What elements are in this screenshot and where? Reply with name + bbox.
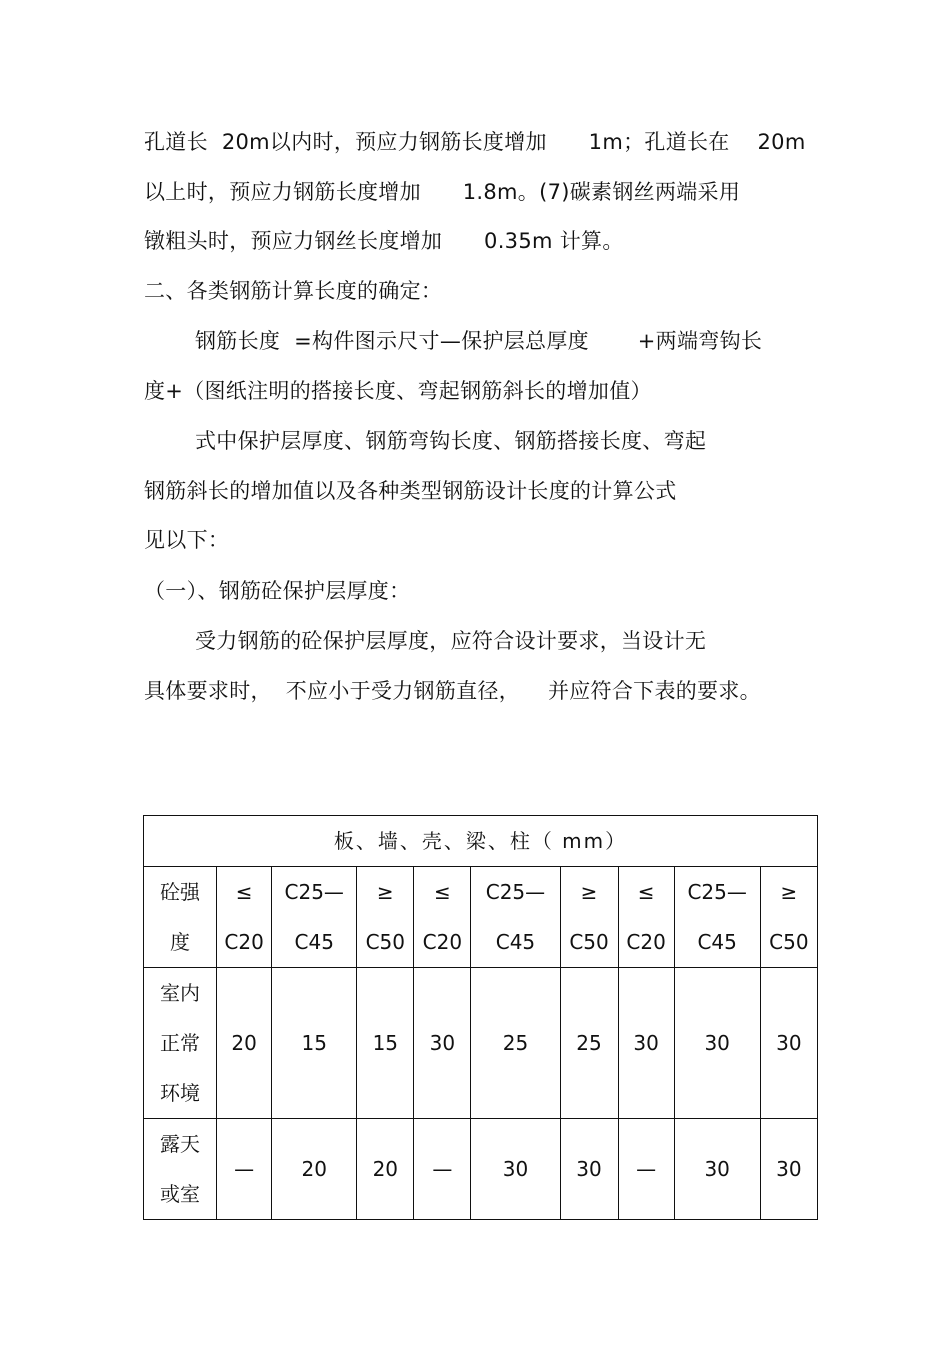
- table-cell: 30: [760, 968, 817, 1119]
- paragraph-line: 以上时，预应力钢筋长度增加 1.8m。(7)碳素钢丝两端采用: [144, 180, 741, 204]
- grade-header-row: [144, 867, 818, 968]
- paragraph-line: 镦粗头时，预应力钢丝长度增加 0.35m 计算。: [144, 229, 624, 253]
- table-cell: 30: [471, 1119, 560, 1220]
- table-cell: 30: [560, 1119, 618, 1220]
- table-row: [144, 968, 818, 1119]
- grade-header: C25— C45: [471, 867, 560, 968]
- grade-header: ≥ C50: [760, 867, 817, 968]
- table-cell: 30: [618, 968, 674, 1119]
- row-label: 室内 正常 环境: [144, 968, 217, 1119]
- section-heading: 二、各类钢筋计算长度的确定：: [144, 279, 443, 303]
- table-cell: 15: [272, 968, 357, 1119]
- table-cell: 25: [560, 968, 618, 1119]
- table-row: [144, 1119, 818, 1220]
- table-cell: 30: [414, 968, 471, 1119]
- paragraph-line: 式中保护层厚度、钢筋弯钩长度、钢筋搭接长度、弯起: [195, 429, 707, 453]
- subsection-heading: （一）、钢筋砼保护层厚度：: [144, 579, 411, 603]
- paragraph-line: 度+（图纸注明的搭接长度、弯起钢筋斜长的增加值）: [144, 379, 652, 403]
- table-cell: 25: [471, 968, 560, 1119]
- grade-header: ≤ C20: [618, 867, 674, 968]
- table-cell: 30: [674, 968, 760, 1119]
- grade-header: ≤ C20: [217, 867, 272, 968]
- strength-label: 砼强 度: [144, 867, 217, 968]
- table-cell: 15: [357, 968, 414, 1119]
- grade-header: ≥ C50: [357, 867, 414, 968]
- paragraph-line: 见以下：: [144, 528, 230, 552]
- paragraph-line: 受力钢筋的砼保护层厚度，应符合设计要求，当设计无: [195, 629, 707, 653]
- table-cell: 30: [760, 1119, 817, 1220]
- table-cell: 20: [272, 1119, 357, 1220]
- grade-header: ≤ C20: [414, 867, 471, 968]
- grade-header: C25— C45: [272, 867, 357, 968]
- table-cell: —: [618, 1119, 674, 1220]
- cover-thickness-table: [143, 815, 818, 1220]
- table-cell: 30: [674, 1119, 760, 1220]
- paragraph-line: 具体要求时， 不应小于受力钢筋直径， 并应符合下表的要求。: [144, 679, 761, 703]
- table-title: 板、墙、壳、梁、柱（ mm）: [144, 816, 818, 867]
- table-cell: 20: [357, 1119, 414, 1220]
- table-cell: —: [414, 1119, 471, 1220]
- paragraph-line: 孔道长 20m以内时，预应力钢筋长度增加 1m；孔道长在 20m: [144, 130, 806, 154]
- paragraph-line: 钢筋斜长的增加值以及各种类型钢筋设计长度的计算公式: [144, 479, 677, 503]
- grade-header: ≥ C50: [560, 867, 618, 968]
- paragraph-line: 钢筋长度 =构件图示尺寸—保护层总厚度 +两端弯钩长: [195, 329, 763, 353]
- table-cell: 20: [217, 968, 272, 1119]
- grade-header: C25— C45: [674, 867, 760, 968]
- table-cell: —: [217, 1119, 272, 1220]
- row-label: 露天 或室: [144, 1119, 217, 1220]
- table-title-row: [144, 816, 818, 867]
